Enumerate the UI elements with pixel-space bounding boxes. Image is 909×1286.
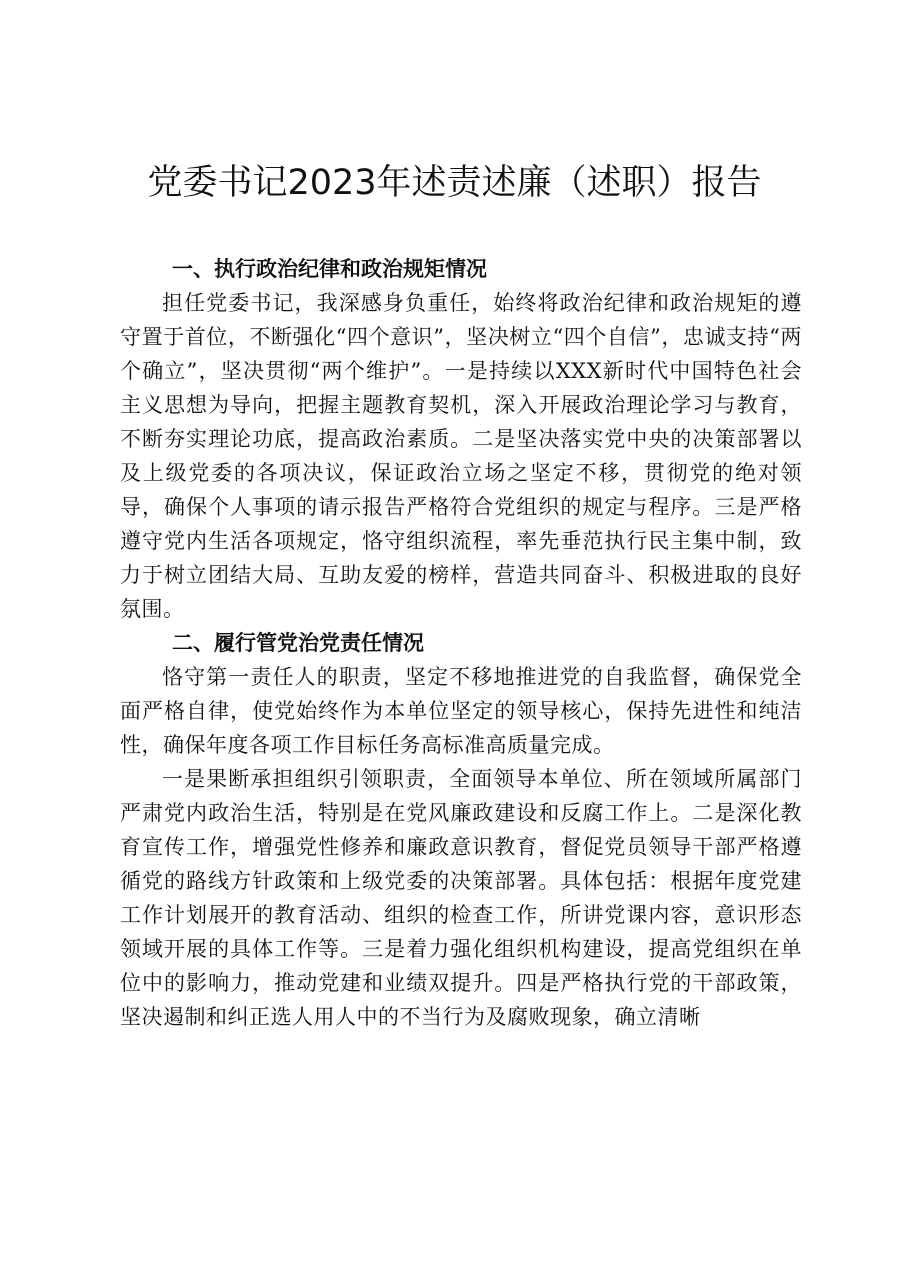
document-body (120, 252, 802, 1034)
section-1-paragraph-1: 担任党委书记，我深感身负重任，始终将政治纪律和政治规矩的遵守置于首位，不断强化“四个意识”，坚决树立“四个自信”，忠诚支持“两个确立”，坚决贯彻“两个维护”。一是持续以XXX新时代中国特色社会主义思想为导向，把握主题教育契机，深入开展政治理论学习与教育，不断夯实理论功底，提高政治素质。二是坚决落实党中央的决策部署以及上级党委的各项决议，保证政治立场之坚定不移，贯彻党的绝对领导，确保个人事项的请示报告严格符合党组织的规定与程序。三是严格遵守党内生活各项规定，恪守组织流程，率先垂范执行民主集中制，致力于树立团结大局、互助友爱的榜样，营造共同奋斗、积极进取的良好氛围。 (120, 291, 802, 621)
section-heading-2: 二、履行管党治党责任情况 (172, 631, 424, 655)
section-2-paragraph-2: 一是果断承担组织引领职责，全面领导本单位、所在领域所属部门严肃党内政治生活，特别是在党风廉政建设和反腐工作上。二是深化教育宣传工作，增强党性修养和廉政意识教育，督促党员领导干部严格遵循党的路线方针政策和上级党委的决策部署。具体包括：根据年度党建工作计划展开的教育活动、组织的检查工作，所讲党课内容，意识形态领域开展的具体工作等。三是着力强化组织机构建设，提高党组织在单位中的影响力，推动党建和业绩双提升。四是严格执行党的干部政策，坚决遏制和纠正选人用人中的不当行为及腐败现象，确立清晰 (120, 767, 802, 1029)
section-heading-1: 一、执行政治纪律和政治规矩情况 (172, 257, 487, 281)
document-title: 党委书记2023年述责述廉（述职）报告 (147, 163, 762, 203)
section-2-paragraph-1: 恪守第一责任人的职责，坚定不移地推进党的自我监督，确保党全面严格自律，使党始终作为本单位坚定的领导核心，保持先进性和纯洁性，确保年度各项工作目标任务高标准高质量完成。 (120, 665, 802, 757)
